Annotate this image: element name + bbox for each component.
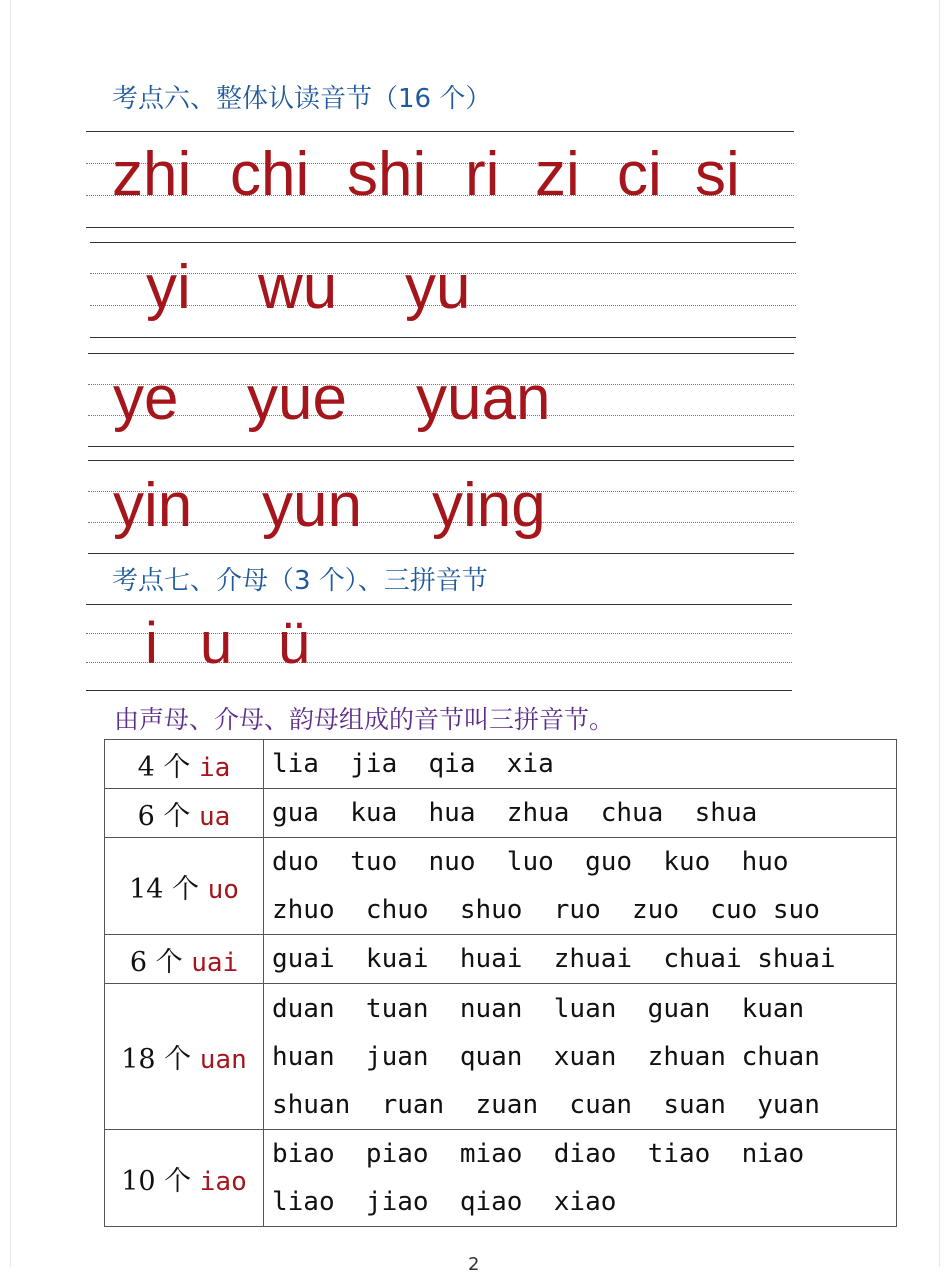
table-row bbox=[105, 740, 897, 789]
jiemu-u: u bbox=[200, 611, 233, 676]
syllable: ye bbox=[113, 364, 179, 433]
section7-heading: 考点七、介母（3 个）、三拼音节 bbox=[112, 566, 488, 596]
syllable: ying bbox=[432, 471, 546, 540]
table-row bbox=[105, 1130, 897, 1227]
table-row bbox=[105, 984, 897, 1130]
final-label: ia bbox=[199, 752, 231, 783]
syllable-list bbox=[264, 984, 897, 1130]
syllable-line: duo tuo nuo luo guo kuo huo bbox=[272, 847, 789, 877]
syllable-line: huan juan quan xuan zhuan chuan bbox=[272, 1041, 820, 1072]
count-label: 14 个 bbox=[129, 873, 200, 905]
count-cell bbox=[105, 984, 264, 1130]
count-label: 6 个 bbox=[137, 800, 191, 832]
final-label: uai bbox=[191, 947, 239, 978]
jiemu-v: ü bbox=[278, 611, 311, 676]
count-cell bbox=[105, 838, 264, 935]
syllable-line: liao jiao qiao xiao bbox=[272, 1187, 617, 1217]
syllable-line: lia jia qia xia bbox=[272, 749, 554, 779]
syllable-line: duan tuan nuan luan guan kuan bbox=[272, 993, 805, 1024]
count-cell bbox=[105, 1130, 264, 1227]
syllable: yin bbox=[113, 471, 193, 540]
count-label: 10 个 bbox=[121, 1165, 192, 1197]
syllable: yue bbox=[247, 364, 347, 433]
syllable-line: shuan ruan zuan cuan suan yuan bbox=[272, 1089, 820, 1120]
syllable-list bbox=[264, 789, 897, 838]
jiemu-i: i bbox=[145, 611, 158, 676]
page-number: 2 bbox=[468, 1254, 480, 1275]
syllable: yu bbox=[405, 253, 471, 322]
syllable: si bbox=[695, 140, 740, 209]
syllable-list bbox=[264, 740, 897, 789]
syllable-line: zhuo chuo shuo ruo zuo cuo suo bbox=[272, 895, 820, 925]
syllable-line: guai kuai huai zhuai chuai shuai bbox=[272, 944, 836, 974]
count-label: 18 个 bbox=[121, 1044, 192, 1075]
syllable: zi bbox=[535, 140, 580, 209]
count-label: 6 个 bbox=[129, 946, 183, 978]
sanpin-definition: 由声母、介母、韵母组成的音节叫三拼音节。 bbox=[114, 705, 615, 734]
syllable: ri bbox=[465, 140, 500, 209]
syllable-list bbox=[264, 1130, 897, 1227]
syllable: yuan bbox=[416, 364, 551, 433]
count-cell bbox=[105, 789, 264, 838]
count-label: 4 个 bbox=[137, 751, 191, 783]
syllable: chi bbox=[230, 140, 310, 209]
syllable: zhi bbox=[112, 140, 192, 209]
final-label: iao bbox=[199, 1166, 247, 1197]
syllable: shi bbox=[347, 140, 427, 209]
syllable-list bbox=[264, 935, 897, 984]
syllable-line: biao piao miao diao tiao niao bbox=[272, 1139, 805, 1169]
syllable-line: gua kua hua zhua chua shua bbox=[272, 798, 758, 828]
table-row bbox=[105, 789, 897, 838]
syllable: yi bbox=[146, 253, 191, 322]
syllable-list bbox=[264, 838, 897, 935]
syllable: wu bbox=[258, 253, 338, 322]
final-label: uan bbox=[199, 1045, 247, 1075]
count-cell bbox=[105, 740, 264, 789]
count-cell bbox=[105, 935, 264, 984]
final-label: ua bbox=[199, 801, 231, 832]
sanpin-table bbox=[104, 739, 897, 1227]
table-row bbox=[105, 838, 897, 935]
section6-heading: 考点六、整体认读音节（16 个） bbox=[112, 84, 492, 114]
final-label: uo bbox=[207, 874, 239, 905]
syllable: ci bbox=[617, 140, 662, 209]
syllable: yun bbox=[262, 471, 362, 540]
table-row bbox=[105, 935, 897, 984]
